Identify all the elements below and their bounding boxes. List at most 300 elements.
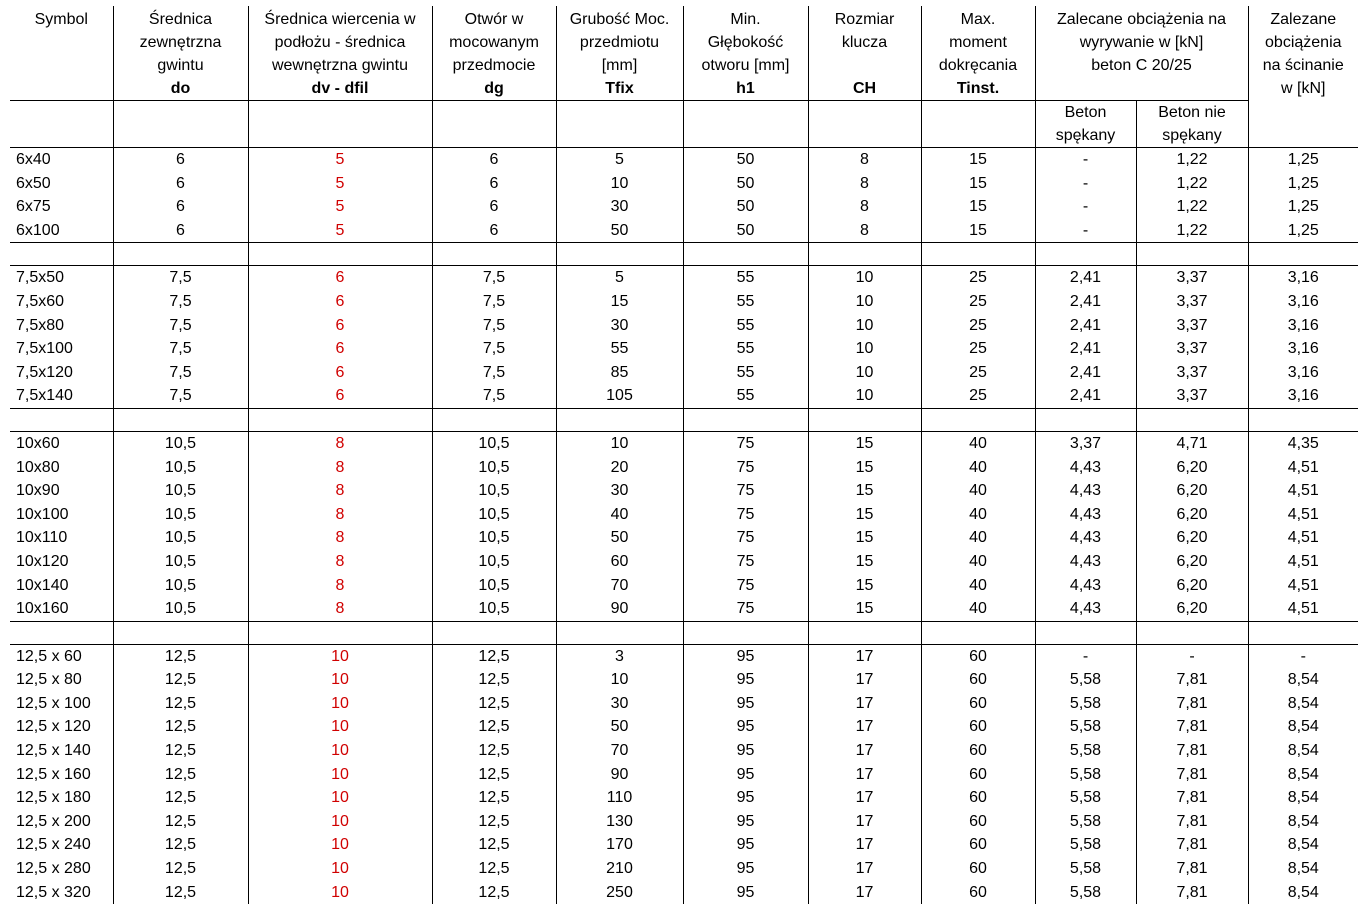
header-do-line-1: Średnica (148, 11, 213, 28)
spacer-cell (1136, 621, 1248, 644)
cell-wrench-size: 8 (808, 148, 921, 172)
cell-drill-diameter: 8 (248, 431, 432, 455)
header-fixture-hole (432, 6, 556, 101)
cell-wrench-size: 10 (808, 361, 921, 385)
cell-drill-diameter: 6 (248, 290, 432, 314)
cell-pull-cracked: 5,58 (1035, 833, 1136, 857)
header-do-code: do (170, 80, 191, 97)
cell-pull-uncracked: 7,81 (1136, 810, 1248, 834)
cell-shear: 3,16 (1248, 361, 1358, 385)
cell-fixture-thickness: 20 (556, 456, 683, 480)
spacer-cell (1248, 621, 1358, 644)
spacer-cell (921, 621, 1035, 644)
cell-wrench-size: 17 (808, 857, 921, 881)
table-row (10, 715, 1358, 739)
header-pull-line-2: wyrywanie w [kN] (1079, 34, 1204, 51)
cell-shear: 8,54 (1248, 739, 1358, 763)
header-dg-line-2: mocowanym (449, 34, 539, 51)
header-do-line-3: gwintu (157, 57, 204, 74)
spacer-cell (683, 243, 808, 266)
cell-fixture-hole: 12,5 (432, 692, 556, 716)
cell-pull-cracked: - (1035, 644, 1136, 668)
subheader-empty-cell (808, 101, 921, 148)
header-shear-line-3: na ścinanie (1262, 57, 1344, 74)
cell-pull-cracked: 5,58 (1035, 668, 1136, 692)
cell-symbol: 7,5x60 (16, 292, 65, 310)
cell-fixture-thickness: 105 (556, 384, 683, 408)
cell-hole-depth: 50 (683, 172, 808, 196)
cell-symbol: 12,5 x 140 (16, 742, 91, 760)
cell-pull-cracked: 5,58 (1035, 810, 1136, 834)
cell-drill-diameter: 10 (248, 857, 432, 881)
cell-torque: 60 (921, 857, 1035, 881)
cell-outer-diameter: 7,5 (113, 384, 248, 408)
spacer-cell (921, 408, 1035, 431)
cell-pull-cracked: 2,41 (1035, 314, 1136, 338)
cell-fixture-thickness: 85 (556, 361, 683, 385)
table-row (10, 692, 1358, 716)
cell-hole-depth: 95 (683, 644, 808, 668)
spacer-cell (248, 621, 432, 644)
subheader-empty-cell (921, 101, 1035, 148)
spacer-cell (1248, 408, 1358, 431)
cell-symbol: 7,5x80 (16, 316, 65, 334)
cell-pull-cracked: 2,41 (1035, 290, 1136, 314)
cell-pull-uncracked: 3,37 (1136, 384, 1248, 408)
cell-wrench-size: 15 (808, 479, 921, 503)
cell-outer-diameter: 10,5 (113, 597, 248, 621)
header-h1-line-1: Min. (730, 11, 761, 28)
cell-shear: 3,16 (1248, 290, 1358, 314)
cell-torque: 40 (921, 574, 1035, 598)
header-dv-line-1: Średnica wiercenia w (264, 11, 416, 28)
cell-pull-uncracked: 6,20 (1136, 597, 1248, 621)
cell-hole-depth: 55 (683, 266, 808, 290)
cell-fixture-hole: 7,5 (432, 337, 556, 361)
cell-fixture-thickness: 30 (556, 195, 683, 219)
cell-fixture-thickness: 70 (556, 574, 683, 598)
cell-pull-cracked: 5,58 (1035, 786, 1136, 810)
cell-torque: 60 (921, 668, 1035, 692)
header-shear-line-4: w [kN] (1281, 80, 1326, 97)
cell-pull-cracked: 2,41 (1035, 266, 1136, 290)
cell-pull-cracked: 5,58 (1035, 739, 1136, 763)
header-wrench-size (808, 6, 921, 101)
table-row (10, 361, 1358, 385)
cell-torque: 40 (921, 431, 1035, 455)
cell-outer-diameter: 12,5 (113, 833, 248, 857)
cell-torque: 60 (921, 644, 1035, 668)
cell-drill-diameter: 5 (248, 219, 432, 243)
cell-torque: 15 (921, 172, 1035, 196)
subheader-empty-cell (683, 101, 808, 148)
cell-pull-uncracked: 7,81 (1136, 786, 1248, 810)
cell-fixture-thickness: 50 (556, 526, 683, 550)
cell-symbol: 10x90 (16, 482, 60, 500)
header-fixture-thickness (556, 6, 683, 101)
cell-hole-depth: 95 (683, 857, 808, 881)
cell-pull-cracked: 4,43 (1035, 574, 1136, 598)
cell-outer-diameter: 10,5 (113, 431, 248, 455)
table-row (10, 384, 1358, 408)
subheader-cracked-line-2: spękany (1055, 127, 1116, 144)
header-dg-code: dg (484, 80, 504, 97)
cell-fixture-thickness: 55 (556, 337, 683, 361)
cell-fixture-hole: 10,5 (432, 550, 556, 574)
cell-drill-diameter: 8 (248, 479, 432, 503)
cell-torque: 25 (921, 266, 1035, 290)
subheader-empty-cell (432, 101, 556, 148)
spacer-cell (556, 408, 683, 431)
cell-torque: 25 (921, 290, 1035, 314)
table-row (10, 219, 1358, 243)
cell-outer-diameter: 10,5 (113, 479, 248, 503)
cell-pull-cracked: 3,37 (1035, 431, 1136, 455)
cell-hole-depth: 75 (683, 526, 808, 550)
table-row (10, 526, 1358, 550)
cell-shear: 1,25 (1248, 148, 1358, 172)
cell-hole-depth: 50 (683, 148, 808, 172)
table-row (10, 550, 1358, 574)
cell-shear: - (1248, 644, 1358, 668)
cell-torque: 25 (921, 314, 1035, 338)
cell-hole-depth: 75 (683, 503, 808, 527)
cell-symbol: 12,5 x 120 (16, 718, 91, 736)
header-tfix-line-3: [mm] (601, 57, 638, 74)
subheader-empty-cell (113, 101, 248, 148)
cell-drill-diameter: 6 (248, 361, 432, 385)
cell-fixture-thickness: 3 (556, 644, 683, 668)
cell-wrench-size: 15 (808, 574, 921, 598)
cell-symbol: 10x120 (16, 552, 69, 570)
spacer-cell (113, 408, 248, 431)
cell-wrench-size: 8 (808, 195, 921, 219)
cell-outer-diameter: 6 (113, 172, 248, 196)
header-ch-line-1: Rozmiar (834, 11, 895, 28)
cell-drill-diameter: 8 (248, 550, 432, 574)
header-hole-depth (683, 6, 808, 101)
cell-fixture-thickness: 40 (556, 503, 683, 527)
spacer-cell (10, 243, 113, 266)
cell-torque: 60 (921, 739, 1035, 763)
cell-fixture-hole: 6 (432, 219, 556, 243)
cell-shear: 4,51 (1248, 456, 1358, 480)
cell-pull-uncracked: 1,22 (1136, 172, 1248, 196)
cell-drill-diameter: 8 (248, 574, 432, 598)
cell-hole-depth: 75 (683, 456, 808, 480)
cell-outer-diameter: 12,5 (113, 715, 248, 739)
cell-pull-cracked: 4,43 (1035, 503, 1136, 527)
cell-pull-uncracked: 6,20 (1136, 550, 1248, 574)
cell-pull-uncracked: 6,20 (1136, 479, 1248, 503)
spacer-cell (808, 621, 921, 644)
table-row (10, 148, 1358, 172)
table-row (10, 668, 1358, 692)
cell-fixture-thickness: 90 (556, 597, 683, 621)
cell-wrench-size: 10 (808, 337, 921, 361)
cell-pull-uncracked: 1,22 (1136, 219, 1248, 243)
cell-wrench-size: 8 (808, 172, 921, 196)
cell-symbol: 12,5 x 280 (16, 860, 91, 878)
cell-hole-depth: 55 (683, 361, 808, 385)
header-tfix-line-2: przedmiotu (579, 34, 660, 51)
cell-wrench-size: 17 (808, 692, 921, 716)
cell-hole-depth: 55 (683, 337, 808, 361)
table-row (10, 786, 1358, 810)
cell-fixture-hole: 6 (432, 195, 556, 219)
cell-pull-cracked: 2,41 (1035, 384, 1136, 408)
header-tfix-code: Tfix (605, 80, 634, 97)
cell-fixture-thickness: 30 (556, 479, 683, 503)
cell-hole-depth: 50 (683, 219, 808, 243)
cell-fixture-thickness: 250 (556, 881, 683, 905)
spacer-cell (556, 621, 683, 644)
cell-outer-diameter: 7,5 (113, 314, 248, 338)
table-row (10, 597, 1358, 621)
cell-wrench-size: 17 (808, 881, 921, 905)
cell-symbol: 6x75 (16, 198, 51, 216)
cell-fixture-thickness: 210 (556, 857, 683, 881)
cell-fixture-thickness: 50 (556, 219, 683, 243)
cell-torque: 60 (921, 833, 1035, 857)
cell-outer-diameter: 12,5 (113, 644, 248, 668)
cell-hole-depth: 55 (683, 290, 808, 314)
cell-shear: 1,25 (1248, 195, 1358, 219)
cell-fixture-hole: 12,5 (432, 763, 556, 787)
cell-torque: 40 (921, 503, 1035, 527)
cell-shear: 8,54 (1248, 786, 1358, 810)
anchor-spec-table-wrapper (10, 6, 1358, 904)
cell-wrench-size: 17 (808, 763, 921, 787)
cell-fixture-hole: 12,5 (432, 810, 556, 834)
cell-hole-depth: 95 (683, 715, 808, 739)
header-h1-line-3: otworu [mm] (701, 57, 790, 74)
cell-hole-depth: 95 (683, 810, 808, 834)
cell-shear: 4,51 (1248, 503, 1358, 527)
cell-pull-cracked: - (1035, 195, 1136, 219)
cell-torque: 60 (921, 763, 1035, 787)
spacer-cell (1136, 408, 1248, 431)
cell-drill-diameter: 10 (248, 715, 432, 739)
cell-shear: 4,51 (1248, 597, 1358, 621)
cell-torque: 15 (921, 195, 1035, 219)
cell-drill-diameter: 10 (248, 810, 432, 834)
cell-outer-diameter: 10,5 (113, 526, 248, 550)
cell-hole-depth: 95 (683, 692, 808, 716)
anchor-spec-table (10, 6, 1358, 904)
cell-fixture-thickness: 50 (556, 715, 683, 739)
cell-fixture-hole: 12,5 (432, 857, 556, 881)
cell-torque: 40 (921, 526, 1035, 550)
cell-fixture-thickness: 110 (556, 786, 683, 810)
cell-drill-diameter: 10 (248, 644, 432, 668)
header-row (10, 6, 1358, 101)
header-dv-line-3: wewnętrzna gwintu (271, 57, 409, 74)
cell-torque: 60 (921, 810, 1035, 834)
table-row (10, 833, 1358, 857)
cell-hole-depth: 95 (683, 668, 808, 692)
table-row (10, 644, 1358, 668)
cell-drill-diameter: 10 (248, 668, 432, 692)
cell-drill-diameter: 10 (248, 881, 432, 905)
cell-fixture-hole: 12,5 (432, 786, 556, 810)
spacer-cell (808, 408, 921, 431)
cell-pull-cracked: 4,43 (1035, 526, 1136, 550)
cell-torque: 40 (921, 597, 1035, 621)
cell-symbol: 10x140 (16, 576, 69, 594)
cell-fixture-hole: 10,5 (432, 456, 556, 480)
cell-drill-diameter: 6 (248, 266, 432, 290)
table-row (10, 337, 1358, 361)
cell-fixture-thickness: 30 (556, 692, 683, 716)
cell-fixture-hole: 12,5 (432, 668, 556, 692)
subheader-cracked-line-1: Beton (1064, 104, 1107, 121)
cell-shear: 8,54 (1248, 833, 1358, 857)
subheader-empty-cell (556, 101, 683, 148)
table-row (10, 195, 1358, 219)
table-row (10, 574, 1358, 598)
header-tinst-line-2: moment (949, 34, 1007, 51)
cell-hole-depth: 55 (683, 314, 808, 338)
spacer-cell (921, 243, 1035, 266)
cell-fixture-hole: 12,5 (432, 644, 556, 668)
cell-symbol: 12,5 x 160 (16, 765, 91, 783)
cell-outer-diameter: 12,5 (113, 857, 248, 881)
subheader-uncracked-line-1: Beton nie (1158, 104, 1226, 121)
cell-hole-depth: 75 (683, 431, 808, 455)
cell-hole-depth: 95 (683, 881, 808, 905)
subheader-empty-cell (248, 101, 432, 148)
cell-torque: 15 (921, 148, 1035, 172)
cell-drill-diameter: 6 (248, 314, 432, 338)
cell-pull-cracked: 4,43 (1035, 550, 1136, 574)
cell-torque: 40 (921, 550, 1035, 574)
cell-pull-cracked: 5,58 (1035, 881, 1136, 905)
cell-wrench-size: 10 (808, 266, 921, 290)
cell-shear: 1,25 (1248, 172, 1358, 196)
cell-fixture-hole: 10,5 (432, 479, 556, 503)
cell-pull-uncracked: 3,37 (1136, 337, 1248, 361)
header-outer-diameter (113, 6, 248, 101)
cell-fixture-hole: 10,5 (432, 574, 556, 598)
cell-fixture-hole: 7,5 (432, 290, 556, 314)
subheader-uncracked-line-2: spękany (1162, 127, 1222, 144)
cell-wrench-size: 17 (808, 644, 921, 668)
header-pull-line-3: beton C 20/25 (1091, 57, 1192, 74)
cell-drill-diameter: 6 (248, 337, 432, 361)
cell-hole-depth: 95 (683, 833, 808, 857)
header-ch-line-3 (809, 54, 921, 77)
table-row (10, 290, 1358, 314)
header-pull-line-1: Zalecane obciążenia na (1057, 11, 1227, 28)
header-dg-line-3: przedmocie (452, 57, 536, 74)
cell-outer-diameter: 7,5 (113, 361, 248, 385)
cell-symbol: 10x60 (16, 434, 60, 452)
cell-fixture-thickness: 70 (556, 739, 683, 763)
table-row (10, 266, 1358, 290)
table-row (10, 503, 1358, 527)
spacer-cell (808, 243, 921, 266)
cell-symbol: 12,5 x 80 (16, 671, 82, 689)
header-shear-line-2: obciążenia (1265, 34, 1342, 51)
cell-pull-uncracked: 3,37 (1136, 290, 1248, 314)
group-spacer-row (10, 408, 1358, 431)
spacer-cell (248, 408, 432, 431)
cell-shear: 4,51 (1248, 550, 1358, 574)
cell-wrench-size: 17 (808, 810, 921, 834)
cell-symbol: 10x80 (16, 458, 60, 476)
cell-drill-diameter: 10 (248, 786, 432, 810)
cell-shear: 8,54 (1248, 692, 1358, 716)
cell-pull-cracked: 4,43 (1035, 479, 1136, 503)
cell-pull-uncracked: 7,81 (1136, 715, 1248, 739)
cell-hole-depth: 95 (683, 739, 808, 763)
cell-torque: 25 (921, 361, 1035, 385)
cell-torque: 40 (921, 479, 1035, 503)
spacer-cell (432, 408, 556, 431)
cell-pull-cracked: 5,58 (1035, 857, 1136, 881)
cell-wrench-size: 10 (808, 384, 921, 408)
cell-outer-diameter: 12,5 (113, 739, 248, 763)
cell-drill-diameter: 10 (248, 763, 432, 787)
cell-fixture-thickness: 10 (556, 668, 683, 692)
table-row (10, 479, 1358, 503)
cell-drill-diameter: 10 (248, 692, 432, 716)
cell-wrench-size: 17 (808, 668, 921, 692)
header-dv-line-2: podłożu - średnica (274, 34, 406, 51)
header-ch-code: CH (852, 80, 877, 97)
cell-wrench-size: 15 (808, 550, 921, 574)
cell-shear: 3,16 (1248, 266, 1358, 290)
cell-fixture-hole: 7,5 (432, 314, 556, 338)
cell-symbol: 10x110 (16, 529, 68, 547)
cell-wrench-size: 17 (808, 715, 921, 739)
subheader-row (10, 101, 1358, 148)
cell-drill-diameter: 6 (248, 384, 432, 408)
cell-wrench-size: 15 (808, 597, 921, 621)
cell-fixture-hole: 12,5 (432, 881, 556, 905)
spacer-cell (683, 621, 808, 644)
cell-pull-cracked: 5,58 (1035, 715, 1136, 739)
table-row (10, 739, 1358, 763)
cell-outer-diameter: 6 (113, 148, 248, 172)
cell-pull-uncracked: 7,81 (1136, 857, 1248, 881)
subheader-uncracked-concrete (1136, 101, 1248, 148)
cell-drill-diameter: 8 (248, 526, 432, 550)
cell-fixture-hole: 6 (432, 148, 556, 172)
header-dg-line-1: Otwór w (464, 11, 524, 28)
cell-torque: 25 (921, 337, 1035, 361)
cell-pull-uncracked: 3,37 (1136, 266, 1248, 290)
spacer-cell (432, 621, 556, 644)
cell-pull-cracked: 4,43 (1035, 456, 1136, 480)
cell-outer-diameter: 12,5 (113, 810, 248, 834)
cell-torque: 60 (921, 715, 1035, 739)
cell-pull-cracked: 5,58 (1035, 763, 1136, 787)
cell-pull-uncracked: 7,81 (1136, 763, 1248, 787)
cell-pull-uncracked: 7,81 (1136, 739, 1248, 763)
cell-outer-diameter: 7,5 (113, 337, 248, 361)
cell-shear: 3,16 (1248, 384, 1358, 408)
cell-pull-uncracked: 4,71 (1136, 431, 1248, 455)
cell-drill-diameter: 10 (248, 739, 432, 763)
cell-shear: 4,51 (1248, 479, 1358, 503)
cell-outer-diameter: 12,5 (113, 881, 248, 905)
cell-fixture-hole: 12,5 (432, 833, 556, 857)
header-drill-diameter (248, 6, 432, 101)
cell-pull-cracked: 2,41 (1035, 337, 1136, 361)
cell-outer-diameter: 10,5 (113, 456, 248, 480)
